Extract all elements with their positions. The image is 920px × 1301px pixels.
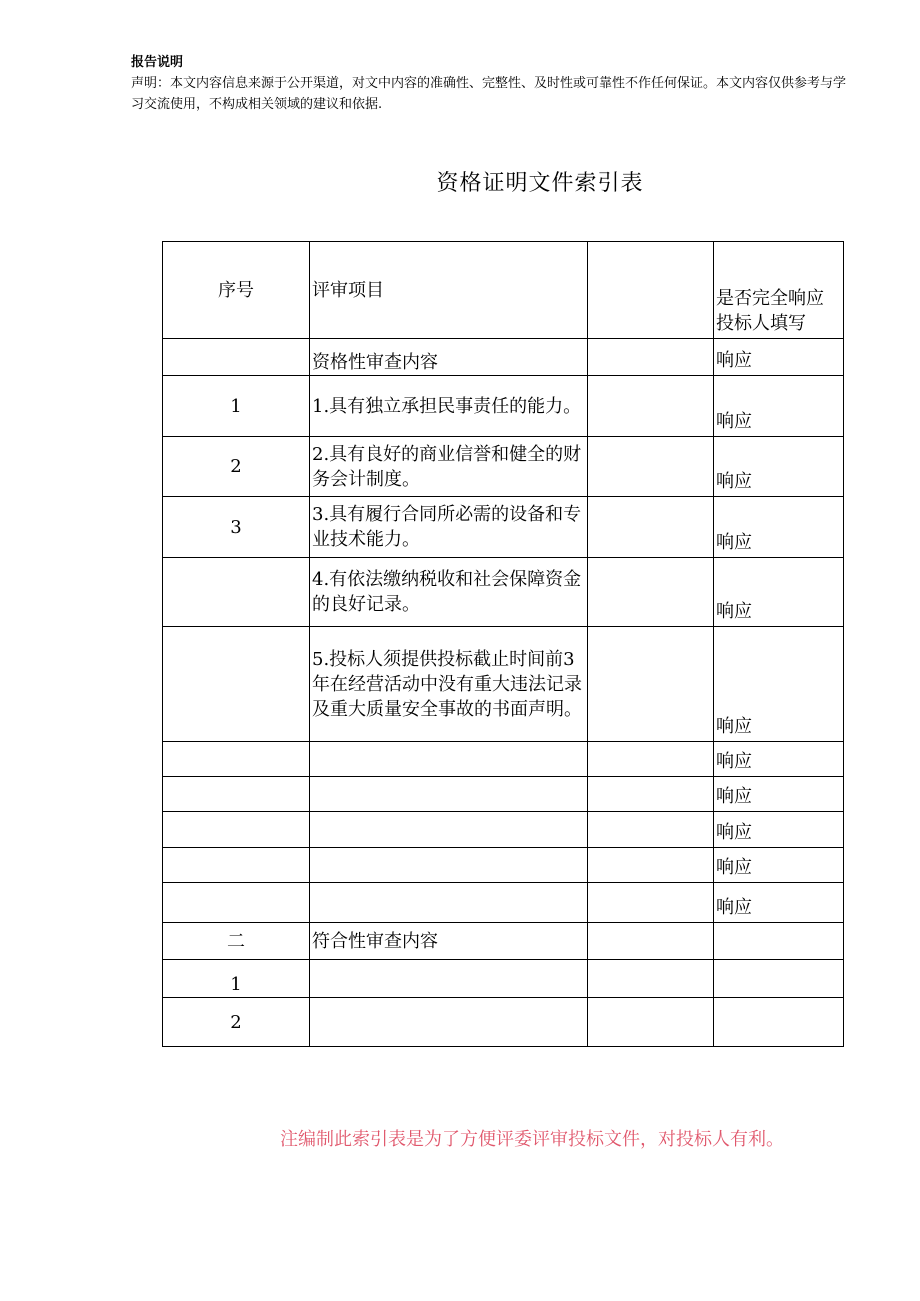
table-row (163, 883, 844, 923)
table-row (163, 627, 844, 742)
row-serial (163, 812, 310, 848)
row-blank (588, 777, 714, 812)
row-response: 响应 (714, 376, 844, 437)
qualification-index-table (162, 241, 844, 1047)
header-response (714, 242, 844, 339)
row-item (310, 777, 588, 812)
row-serial: 1 (163, 376, 310, 437)
row-blank (588, 627, 714, 742)
row-response: 响应 (714, 777, 844, 812)
table-row (163, 960, 844, 998)
row-response: 响应 (714, 627, 844, 742)
row-serial: 2 (163, 998, 310, 1047)
row-item: 资格性审查内容 (310, 339, 588, 376)
row-blank (588, 883, 714, 923)
report-disclaimer: 声明：本文内容信息来源于公开渠道，对文中内容的准确性、完整性、及时性或可靠性不作任何保证。本文内容仅供参考与学习交流使用，不构成相关领域的建议和依据. (131, 76, 847, 112)
footnote: 注编制此索引表是为了方便评委评审投标文件，对投标人有利。 (280, 1129, 784, 1150)
row-blank (588, 848, 714, 883)
row-item (310, 812, 588, 848)
table-row (163, 376, 844, 437)
table-row (163, 777, 844, 812)
row-serial: 3 (163, 497, 310, 558)
row-response: 响应 (714, 437, 844, 497)
row-item: 1.具有独立承担民事责任的能力。 (310, 376, 588, 437)
row-serial: 2 (163, 437, 310, 497)
row-serial (163, 742, 310, 777)
row-response: 响应 (714, 742, 844, 777)
row-blank (588, 558, 714, 627)
row-response: 响应 (714, 883, 844, 923)
header-review-item (310, 242, 588, 339)
row-serial (163, 883, 310, 923)
row-blank (588, 339, 714, 376)
row-blank (588, 376, 714, 437)
row-item: 2.具有良好的商业信誉和健全的财务会计制度。 (310, 437, 588, 497)
row-blank (588, 742, 714, 777)
table-row (163, 923, 844, 960)
row-response (714, 998, 844, 1047)
row-blank (588, 437, 714, 497)
page-title: 资格证明文件索引表 (436, 171, 644, 196)
row-item: 4.有依法缴纳税收和社会保障资金的良好记录。 (310, 558, 588, 627)
table-row (163, 812, 844, 848)
table-row (163, 437, 844, 497)
row-item: 符合性审查内容 (310, 923, 588, 960)
row-serial (163, 627, 310, 742)
header-blank (588, 242, 714, 339)
report-notice (131, 52, 846, 115)
table-row (163, 558, 844, 627)
row-item (310, 742, 588, 777)
row-serial: 1 (163, 960, 310, 998)
table-header-row (163, 242, 844, 339)
table-row (163, 998, 844, 1047)
header-serial: 序号 (163, 242, 310, 339)
row-blank (588, 812, 714, 848)
row-blank (588, 998, 714, 1047)
row-response (714, 960, 844, 998)
row-response: 响应 (714, 497, 844, 558)
report-notice-title: 报告说明 (131, 55, 184, 70)
row-blank (588, 960, 714, 998)
row-response: 响应 (714, 558, 844, 627)
row-response: 响应 (714, 812, 844, 848)
table-row (163, 742, 844, 777)
row-item (310, 960, 588, 998)
row-item: 3.具有履行合同所必需的设备和专业技术能力。 (310, 497, 588, 558)
row-item: 5.投标人须提供投标截止时间前3年在经营活动中没有重大违法记录及重大质量安全事故的书面声明。 (310, 627, 588, 742)
header-review-item-label: 评审项目 (312, 279, 384, 301)
row-response (714, 923, 844, 960)
row-serial (163, 848, 310, 883)
table-row (163, 497, 844, 558)
row-item (310, 848, 588, 883)
row-item (310, 883, 588, 923)
row-serial (163, 558, 310, 627)
row-serial (163, 339, 310, 376)
header-response-line2: 投标人填写 (716, 313, 806, 334)
header-response-line1: 是否完全响应 (716, 288, 824, 309)
row-serial: 二 (163, 923, 310, 960)
row-serial (163, 777, 310, 812)
row-response: 响应 (714, 848, 844, 883)
row-blank (588, 497, 714, 558)
row-response: 响应 (714, 339, 844, 376)
row-blank (588, 923, 714, 960)
row-item (310, 998, 588, 1047)
table-row (163, 339, 844, 376)
table-row (163, 848, 844, 883)
